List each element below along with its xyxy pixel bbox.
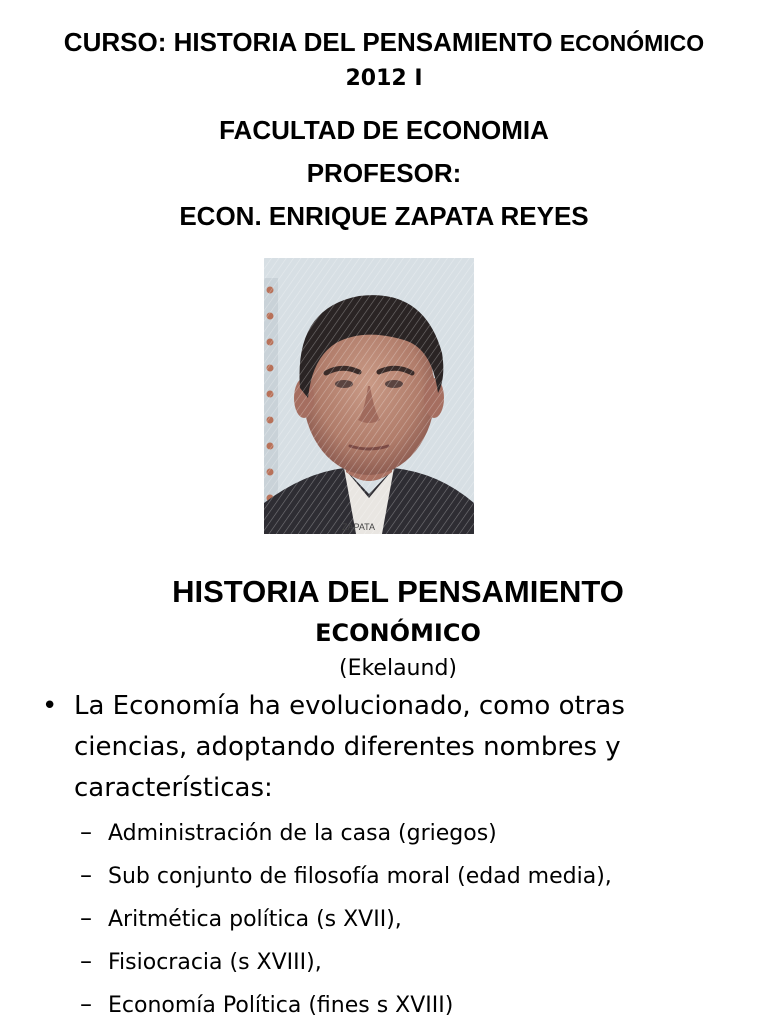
dash-marker: – <box>80 861 92 889</box>
sub-item <box>80 812 760 855</box>
professor-portrait-image <box>264 258 474 534</box>
dash-marker: – <box>80 947 92 975</box>
photo-caption: ZAPATA <box>342 522 376 532</box>
professor-label: PROFESOR: <box>306 158 462 188</box>
sub-item <box>80 898 760 941</box>
professor-name: ECON. ENRIQUE ZAPATA REYES <box>179 201 589 231</box>
sub-item <box>80 855 760 898</box>
bullet-dot: • <box>42 691 58 721</box>
sub-item <box>80 941 760 984</box>
dash-marker: – <box>80 818 92 846</box>
faculty-line: FACULTAD DE ECONOMIA <box>219 115 549 145</box>
section-author: (Ekelaund) <box>338 656 457 681</box>
section-subtitle: ECONÓMICO <box>315 619 481 647</box>
course-title <box>0 26 768 59</box>
professor-photo <box>264 258 474 534</box>
course-title-tail: ECONÓMICO <box>559 30 705 56</box>
sub-item-text: Economía Política (fines s XVIII) <box>108 993 454 1018</box>
sub-item-text: Aritmética política (s XVII), <box>108 907 402 932</box>
sub-item-text: Fisiocracia (s XVIII), <box>108 950 322 975</box>
sub-list <box>80 812 760 1027</box>
sub-item-text: Administración de la casa (griegos) <box>108 821 497 846</box>
course-title-main: CURSO: HISTORIA DEL PENSAMIENTO <box>63 27 553 57</box>
section-title: HISTORIA DEL PENSAMIENTO <box>172 574 624 609</box>
dash-marker: – <box>80 990 92 1018</box>
sub-item <box>80 984 760 1027</box>
course-year: 2012 I <box>345 66 423 91</box>
dash-marker: – <box>80 904 92 932</box>
bullet-text: La Economía ha evolucionado, como otras ciencias, adoptando diferentes nombres y características: <box>74 691 625 803</box>
sub-item-text: Sub conjunto de filosofía moral (edad media), <box>108 864 612 889</box>
